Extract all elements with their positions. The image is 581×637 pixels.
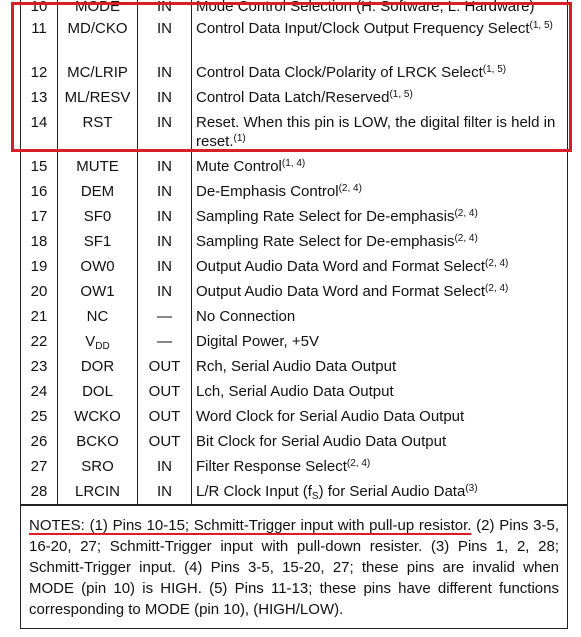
pin-description: Output Audio Data Word and Format Select [196,283,486,300]
table-row-partial [21,0,568,16]
pin-description: De-Emphasis Control [196,183,339,200]
pin-number: 11 [21,16,58,60]
pin-description: Sampling Rate Select for De-emphasis [196,208,455,225]
pin-description: Filter Response Select [196,458,347,475]
table-row [21,254,568,279]
table-row [21,404,568,429]
pin-name: WCKO [58,404,138,429]
pin-name: RST [58,110,138,154]
pin-name: SF1 [58,229,138,254]
table-row [21,85,568,110]
note-ref: (1) [233,133,246,144]
pin-number: 21 [21,304,58,329]
pin-io: IN [138,0,192,16]
table-row [21,60,568,85]
pin-number: 23 [21,354,58,379]
pin-description-cell [192,479,568,505]
pin-description-table [20,0,568,505]
note-ref: (2, 4) [454,233,478,244]
pin-description: Word Clock for Serial Audio Data Output [192,404,568,429]
table-row [21,454,568,479]
pin-description-cell [192,16,568,60]
pin-number: 20 [21,279,58,304]
notes-text: (2) Pins 3-5, 16-20, 27; Schmitt-Trigger input with pull-down resister. (3) Pins 1, 2, 28; Schmitt-Trigger input. (4) Pins 3-5, 15-20, 27; these pins are invalid when MODE (pin 10) is HIGH. (5) Pins 11-13; these pins have different functions corresponding to MODE (pin 10), (HIGH/LOW). [29,517,559,618]
pin-description-cell [192,85,568,110]
notes-box [20,505,568,629]
table-row [21,279,568,304]
pin-description: Digital Power, +5V [192,329,568,354]
table-row [21,304,568,329]
pin-io: — [138,329,192,354]
pin-number: 17 [21,204,58,229]
pin-io: IN [138,454,192,479]
pin-io: IN [138,154,192,179]
pin-name: BCKO [58,429,138,454]
pin-number: 24 [21,379,58,404]
pin-name: NC [58,304,138,329]
pin-io: OUT [138,379,192,404]
pin-description-suffix: ) for Serial Audio Data [318,483,466,500]
note-ref: (2, 4) [485,258,509,269]
pin-description: Control Data Clock/Polarity of LRCK Select [196,64,483,81]
pin-number: 16 [21,179,58,204]
pin-description-cell [192,179,568,204]
pin-io: OUT [138,404,192,429]
table-row [21,329,568,354]
note-ref: (2, 4) [454,208,478,219]
note-ref: (2, 4) [346,458,371,469]
note-ref: (1, 5) [389,89,413,100]
table-row [21,16,568,60]
table-row [21,204,568,229]
pin-description: Sampling Rate Select for De-emphasis [196,233,455,250]
table-row [21,154,568,179]
pin-io: IN [138,179,192,204]
notes-highlighted: NOTES: (1) Pins 10-15; Schmitt-Trigger input with pull-up resistor. [29,517,472,534]
pin-description: Reset. When this pin is LOW, the digital filter is held in reset. [196,114,556,150]
pin-name: SRO [58,454,138,479]
pin-name: DOL [58,379,138,404]
pin-name: DOR [58,354,138,379]
pin-number: 22 [21,329,58,354]
pin-io: IN [138,85,192,110]
pin-name-cell [58,329,138,354]
pin-name: V [85,333,96,350]
pin-description: Lch, Serial Audio Data Output [192,379,568,404]
pin-number: 19 [21,254,58,279]
note-ref: (2, 4) [338,183,362,194]
note-ref: (1, 5) [529,20,553,31]
pin-number: 26 [21,429,58,454]
table-row [21,479,568,505]
pin-number: 15 [21,154,58,179]
pin-description: Output Audio Data Word and Format Select [196,258,486,275]
pin-description: Bit Clock for Serial Audio Data Output [192,429,568,454]
pin-io: IN [138,254,192,279]
pin-description-subscript: S [311,491,319,502]
table-row [21,179,568,204]
table-row [21,110,568,154]
table-row [21,379,568,404]
pin-number: 13 [21,85,58,110]
pin-description-cell [192,204,568,229]
pin-io: OUT [138,429,192,454]
pin-description-cell [192,279,568,304]
pin-io: IN [138,110,192,154]
pin-number: 14 [21,110,58,154]
pin-name: OW1 [58,279,138,304]
table-row [21,229,568,254]
note-ref: (2, 4) [485,283,509,294]
pin-io: IN [138,16,192,60]
table-row [21,429,568,454]
pin-name: ML/RESV [58,85,138,110]
pin-io: IN [138,479,192,505]
note-ref: (3) [465,483,478,494]
pin-description: Mute Control [196,158,282,175]
pin-number: 25 [21,404,58,429]
pin-number: 27 [21,454,58,479]
pin-name: LRCIN [58,479,138,505]
pin-io: IN [138,204,192,229]
pin-number: 12 [21,60,58,85]
table-row [21,354,568,379]
pin-number: 28 [21,479,58,505]
pin-description: Control Data Latch/Reserved [196,89,390,106]
pin-io: — [138,304,192,329]
pin-name: MUTE [58,154,138,179]
pin-description-cell [192,110,568,154]
pin-description: Rch, Serial Audio Data Output [192,354,568,379]
pin-description: No Connection [192,304,568,329]
pin-name: SF0 [58,204,138,229]
pin-name: MC/LRIP [58,60,138,85]
pin-name: DEM [58,179,138,204]
pin-number: 10 [21,0,58,16]
pin-io: IN [138,60,192,85]
pin-name: MODE [58,0,138,16]
pin-io: IN [138,279,192,304]
pin-number: 18 [21,229,58,254]
pin-description-cell [192,229,568,254]
pin-io: IN [138,229,192,254]
pin-name-subscript: DD [95,341,110,352]
pin-description-cell [192,154,568,179]
pin-description-cell [192,60,568,85]
pin-name: MD/CKO [58,16,138,60]
pin-description-cell [192,254,568,279]
pin-io: OUT [138,354,192,379]
note-ref: (1, 5) [482,64,507,75]
pin-description: Control Data Input/Clock Output Frequency Select [196,20,530,37]
pin-description: Mode Control Selection (H: Software, L: Hardware) [192,0,568,16]
pin-name: OW0 [58,254,138,279]
pin-description-prefix: L/R Clock Input (f [196,483,312,500]
pin-description-cell [192,454,568,479]
note-ref: (1, 4) [281,158,306,169]
